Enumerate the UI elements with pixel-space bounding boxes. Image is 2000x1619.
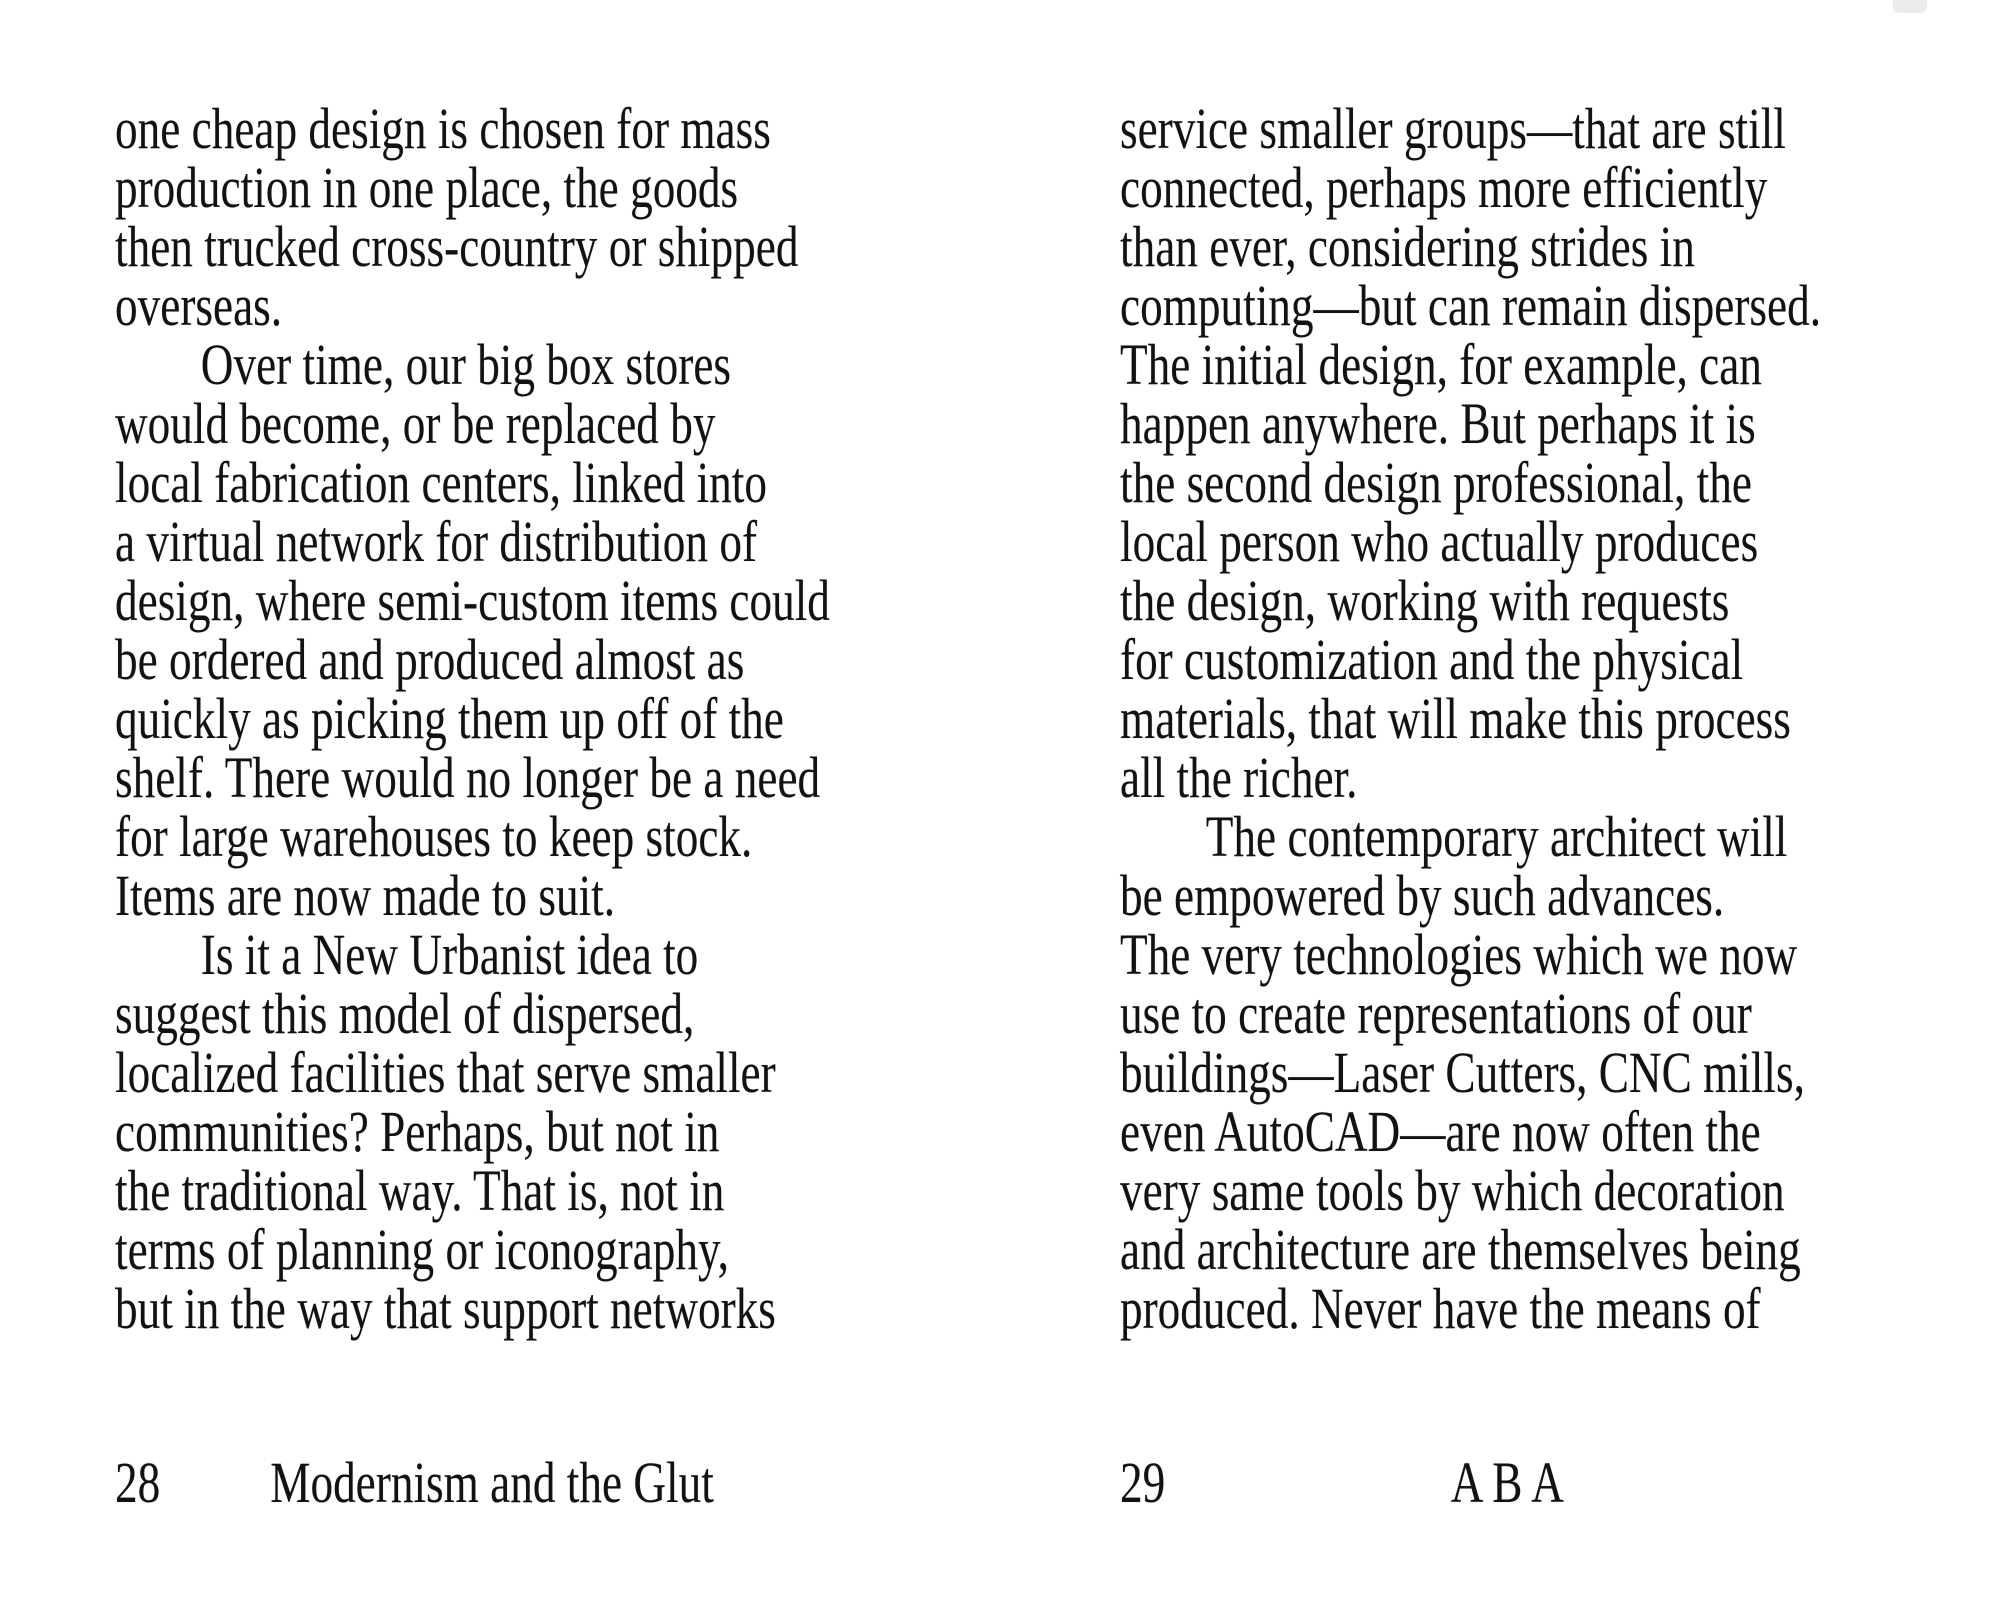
- text-line: be empowered by such advances.: [1120, 863, 1725, 928]
- text-line: terms of planning or iconography,: [115, 1217, 729, 1282]
- text-line: suggest this model of dispersed,: [115, 981, 695, 1046]
- text-line: Items are now made to suit.: [115, 863, 616, 928]
- text-line: The very technologies which we now: [1120, 922, 1798, 987]
- text-line: The initial design, for example, can: [1120, 332, 1762, 397]
- text-line: connected, perhaps more efficiently: [1120, 155, 1768, 220]
- text-line: a virtual network for distribution of: [115, 509, 758, 574]
- left-running-title: Modernism and the Glut: [270, 1450, 714, 1515]
- text-line: the traditional way. That is, not in: [115, 1158, 725, 1223]
- text-line: for large warehouses to keep stock.: [115, 804, 753, 869]
- text-line: and architecture are themselves being: [1120, 1217, 1801, 1282]
- text-line: quickly as picking them up off of the: [115, 686, 784, 751]
- text-line: local person who actually produces: [1120, 509, 1759, 574]
- right-page-footer: [1120, 1450, 1564, 1515]
- text-line: local fabrication centers, linked into: [115, 450, 767, 515]
- text-line: but in the way that support networks: [115, 1276, 776, 1341]
- text-line: overseas.: [115, 273, 283, 338]
- text-line: the design, working with requests: [1120, 568, 1730, 633]
- text-line: communities? Perhaps, but not in: [115, 1099, 720, 1164]
- text-line: computing—but can remain dispersed.: [1120, 273, 1822, 338]
- text-line: even AutoCAD—are now often the: [1120, 1099, 1761, 1164]
- text-line: would become, or be replaced by: [115, 391, 716, 456]
- text-line: materials, that will make this process: [1120, 686, 1791, 751]
- text-line: for customization and the physical: [1120, 627, 1744, 692]
- text-line: than ever, considering strides in: [1120, 214, 1695, 279]
- text-line: Over time, our big box stores: [200, 332, 732, 397]
- text-line: buildings—Laser Cutters, CNC mills,: [1120, 1040, 1805, 1105]
- text-line: production in one place, the goods: [115, 155, 739, 220]
- text-line: localized facilities that serve smaller: [115, 1040, 776, 1105]
- text-line: design, where semi-custom items could: [115, 568, 830, 633]
- text-line: The contemporary architect will: [1205, 804, 1788, 869]
- right-page-number: 29: [1120, 1450, 1166, 1515]
- left-page-body-text: [115, 96, 830, 1341]
- left-page-footer: [115, 1450, 714, 1515]
- text-line: one cheap design is chosen for mass: [115, 96, 771, 161]
- text-line: happen anywhere. But perhaps it is: [1120, 391, 1756, 456]
- text-line: then trucked cross-country or shipped: [115, 214, 799, 279]
- text-line: the second design professional, the: [1120, 450, 1752, 515]
- text-line: Is it a New Urbanist idea to: [200, 922, 699, 987]
- text-line: use to create representations of our: [1120, 981, 1752, 1046]
- text-line: all the richer.: [1120, 745, 1358, 810]
- text-line: shelf. There would no longer be a need: [115, 745, 821, 810]
- text-line: be ordered and produced almost as: [115, 627, 745, 692]
- text-line: service smaller groups—that are still: [1120, 96, 1786, 161]
- text-line: very same tools by which decoration: [1120, 1158, 1785, 1223]
- left-page-number: 28: [115, 1450, 161, 1515]
- right-page-body-text: [1120, 96, 1822, 1341]
- right-running-title: A B A: [1450, 1450, 1564, 1515]
- scan-artifact: [1893, 0, 1927, 13]
- text-line: produced. Never have the means of: [1120, 1276, 1761, 1341]
